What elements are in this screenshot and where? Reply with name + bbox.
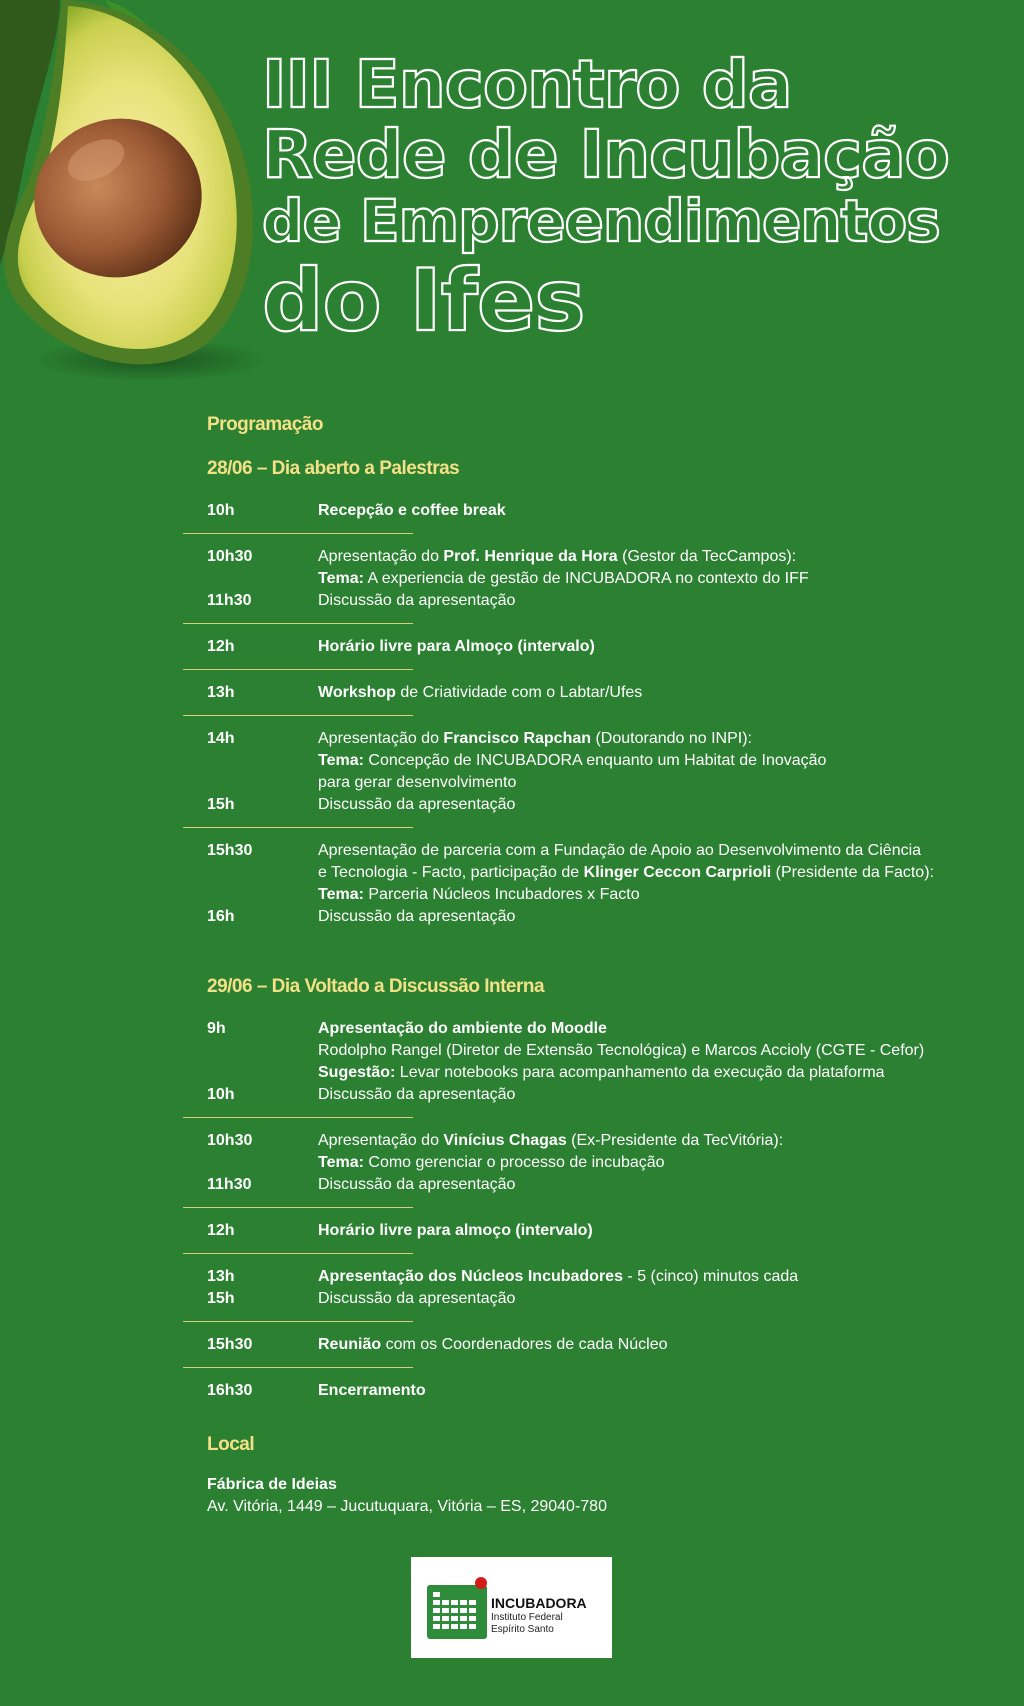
slot-time: 12h xyxy=(207,638,235,655)
slot-time: 16h30 xyxy=(207,1382,253,1399)
slot-time: 13h xyxy=(207,1268,235,1285)
slot-time: 13h xyxy=(207,684,235,701)
slot-time: 15h xyxy=(207,1290,235,1307)
slot-description: Apresentação do Prof. Henrique da Hora (Gestor da TecCampos): xyxy=(318,548,797,565)
logo-subtitle-2: Espírito Santo xyxy=(491,1624,554,1635)
title-line-4: do Ifes xyxy=(262,251,585,351)
slot-description: Reunião com os Coordenadores de cada Núcleo xyxy=(318,1336,668,1353)
schedule-slot xyxy=(207,624,997,670)
title-line-2: Rede de Incubação xyxy=(262,116,949,193)
logo-subtitle-1: Instituto Federal xyxy=(491,1612,563,1623)
slot-theme: Tema: Concepção de INCUBADORA enquanto um Habitat de Inovação xyxy=(318,752,827,769)
slot-time: 15h30 xyxy=(207,842,253,859)
slot-time: 14h xyxy=(207,730,235,747)
title-line-3: de Empreendimentos xyxy=(262,187,940,255)
slot-description: Apresentação do Vinícius Chagas (Ex-Presidente da TecVitória): xyxy=(318,1132,784,1149)
venue-info xyxy=(207,1474,997,1518)
local-heading: Local xyxy=(207,1434,255,1455)
incubadora-logo xyxy=(411,1557,612,1658)
slot-description: Horário livre para almoço (intervalo) xyxy=(318,1222,593,1239)
speaker-name: Prof. Henrique da Hora xyxy=(443,548,618,565)
speaker-name: Francisco Rapchan xyxy=(443,730,592,747)
schedule-slot xyxy=(207,1368,997,1414)
ifes-logo-icon xyxy=(427,1577,487,1639)
schedule-slot xyxy=(207,716,997,828)
venue-address: Av. Vitória, 1449 – Jucutuquara, Vitória – ES, 29040-780 xyxy=(207,1498,607,1515)
speaker-name: Klinger Ceccon Carprioli xyxy=(583,864,772,881)
slot-time: 10h30 xyxy=(207,1132,253,1149)
logo-title: INCUBADORA xyxy=(491,1595,587,1611)
program-heading: Programação xyxy=(207,414,323,435)
slot-description: Discussão da apresentação xyxy=(318,1086,516,1103)
day2-heading: 29/06 – Dia Voltado a Discussão Interna xyxy=(207,976,545,997)
slot-theme: Tema: Como gerenciar o processo de incubação xyxy=(318,1154,665,1171)
event-title xyxy=(262,46,1002,351)
slot-time: 15h xyxy=(207,796,235,813)
slot-description: Discussão da apresentação xyxy=(318,1176,516,1193)
schedule-slot xyxy=(207,1018,997,1118)
schedule-slot xyxy=(207,828,997,940)
slot-description: Apresentação do Francisco Rapchan (Doutorando no INPI): xyxy=(318,730,752,747)
slot-theme-continued: para gerar desenvolvimento xyxy=(318,774,517,791)
slot-suggestion: Sugestão: Levar notebooks para acompanhamento da execução da plataforma xyxy=(318,1064,885,1081)
schedule-slot xyxy=(207,1322,997,1368)
slot-description: Discussão da apresentação xyxy=(318,796,516,813)
schedule-slot xyxy=(207,1118,997,1208)
slot-time: 9h xyxy=(207,1020,226,1037)
schedule-slot xyxy=(207,534,997,624)
venue-name: Fábrica de Ideias xyxy=(207,1476,337,1493)
schedule-slot xyxy=(207,1254,997,1322)
slot-description: Discussão da apresentação xyxy=(318,1290,516,1307)
slot-description: Discussão da apresentação xyxy=(318,592,516,609)
slot-description: Recepção e coffee break xyxy=(318,502,506,519)
slot-time: 10h xyxy=(207,502,235,519)
slot-description: Apresentação de parceria com a Fundação de Apoio ao Desenvolvimento da Ciência xyxy=(318,842,922,859)
day1-heading: 28/06 – Dia aberto a Palestras xyxy=(207,458,460,479)
slot-time: 11h30 xyxy=(207,1176,252,1193)
slot-description: Discussão da apresentação xyxy=(318,908,516,925)
slot-speakers: Rodolpho Rangel (Diretor de Extensão Tecnológica) e Marcos Accioly (CGTE - Cefor) xyxy=(318,1042,925,1059)
slot-theme: Tema: Parceria Núcleos Incubadores x Facto xyxy=(318,886,640,903)
schedule-slot xyxy=(207,500,997,534)
title-line-1: III Encontro da xyxy=(262,46,792,123)
slot-time: 16h xyxy=(207,908,235,925)
slot-description: Encerramento xyxy=(318,1382,426,1399)
avocado-illustration xyxy=(0,0,270,380)
slot-description: Horário livre para Almoço (intervalo) xyxy=(318,638,595,655)
slot-description: Apresentação dos Núcleos Incubadores - 5 (cinco) minutos cada xyxy=(318,1268,799,1285)
slot-time: 15h30 xyxy=(207,1336,253,1353)
slot-time: 10h30 xyxy=(207,548,253,565)
slot-theme: Tema: A experiencia de gestão de INCUBADORA no contexto do IFF xyxy=(318,570,809,587)
schedule-slot xyxy=(207,670,997,716)
slot-time: 11h30 xyxy=(207,592,252,609)
program-schedule xyxy=(207,414,997,1518)
speaker-name: Vinícius Chagas xyxy=(443,1132,567,1149)
slot-description: Apresentação do ambiente do Moodle xyxy=(318,1020,607,1037)
slot-time: 12h xyxy=(207,1222,235,1239)
schedule-slot xyxy=(207,1208,997,1254)
slot-description: Workshop de Criatividade com o Labtar/Ufes xyxy=(318,684,643,701)
slot-description-continued: e Tecnologia - Facto, participação de Klinger Ceccon Carprioli (Presidente da Facto): xyxy=(318,864,934,881)
slot-time: 10h xyxy=(207,1086,235,1103)
